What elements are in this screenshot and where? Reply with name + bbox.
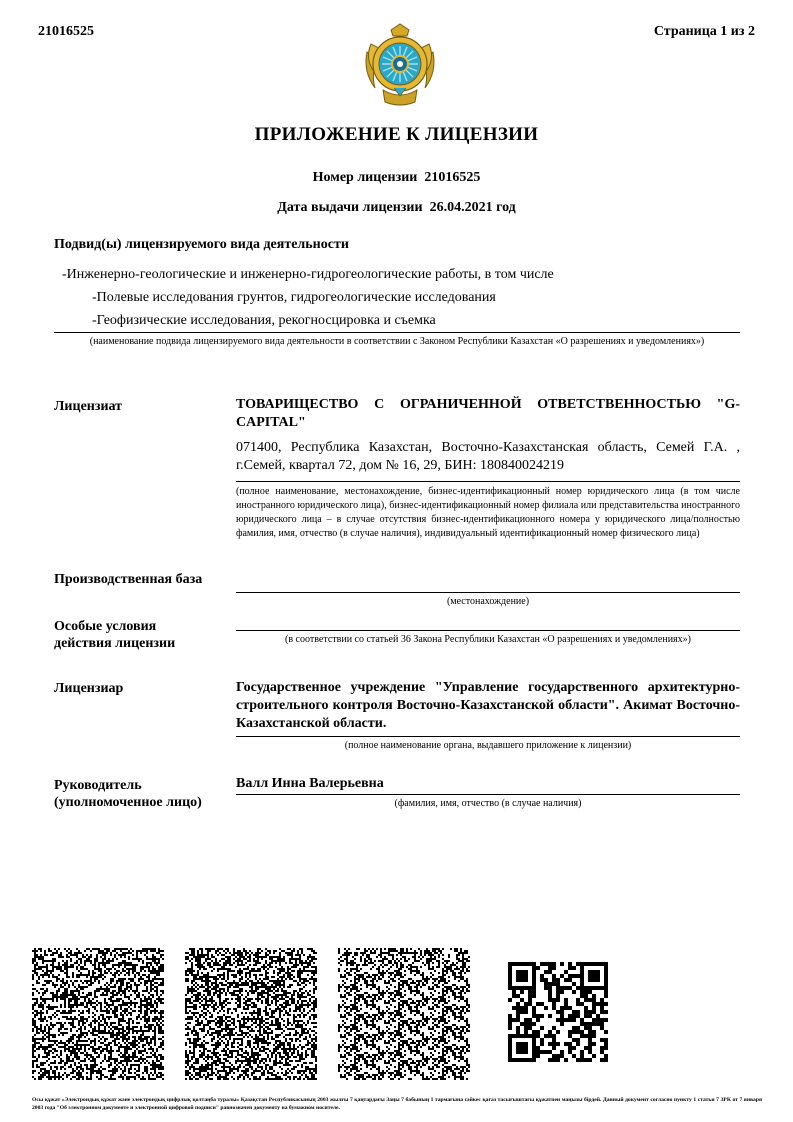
head-note: (фамилия, имя, отчество (в случае наличия)	[394, 798, 582, 809]
license-date	[0, 200, 793, 216]
subtypes-heading: Подвид(ы) лицензируемого вида деятельности	[54, 237, 349, 252]
license-number-value: 21016525	[424, 170, 481, 185]
license-date-value: 26.04.2021 год	[429, 200, 516, 215]
licensee-label: Лицензиат	[54, 399, 123, 414]
production-base-note: (местонахождение)	[446, 596, 530, 607]
licensor-value: Государственное учреждение "Управление государственного архитектурно-строительного контроля Восточно-Казахстанской области". Акимат Восточно-Казахстанской области.	[236, 680, 740, 731]
divider	[236, 630, 740, 631]
licensee-note: (полное наименование, местонахождение, бизнес-идентификационный номер юридического лица (в том числе иностранного юридического лица), бизнес-идентификационный номер филиала или представительства иностранного юридического лица – в случае отсутствия бизнес-идентификационного номера у юридического лица/полностью фамилия, имя, отчество (в случае наличия), индивидуальный идентификационный номер физического лица)	[236, 486, 740, 539]
subtype-item: -Полевые исследования грунтов, гидрогеологические исследования	[92, 290, 496, 305]
divider	[236, 736, 740, 737]
state-emblem-icon	[361, 22, 439, 106]
divider	[236, 794, 740, 795]
licensor-note: (полное наименование органа, выдавшего приложение к лицензии)	[344, 740, 632, 751]
licensee-name: ТОВАРИЩЕСТВО С ОГРАНИЧЕННОЙ ОТВЕТСТВЕННОСТЬЮ "G-CAPITAL"	[236, 397, 740, 430]
divider	[236, 592, 740, 593]
page-indicator: Страница 1 из 2	[653, 24, 755, 39]
licensee-address: 071400, Республика Казахстан, Восточно-Казахстанская область, Семей Г.А. , г.Семей, квартал 72, дом № 16, 29, БИН: 180840024219	[236, 440, 740, 473]
licensor-label: Лицензиар	[54, 681, 124, 696]
subtype-item: -Геофизические исследования, рекогносцировка и съемка	[92, 313, 436, 328]
document-title: ПРИЛОЖЕНИЕ К ЛИЦЕНЗИИ	[254, 124, 539, 145]
datamatrix-code-icon	[32, 948, 164, 1080]
license-number-label: Номер лицензии	[312, 170, 418, 185]
license-date-label: Дата выдачи лицензии	[277, 200, 423, 215]
head-label: Руководитель (уполномоченное лицо)	[54, 778, 202, 810]
head-value: Валл Инна Валерьевна	[236, 776, 384, 791]
datamatrix-code-icon	[185, 948, 317, 1080]
production-base-label: Производственная база	[54, 572, 203, 587]
license-number	[0, 170, 793, 186]
special-conditions-note: (в соответствии со статьей 36 Закона Республики Казахстан «О разрешениях и уведомлениях»)	[285, 634, 691, 645]
qr-code-icon	[508, 962, 608, 1062]
datamatrix-code-icon	[338, 948, 470, 1080]
divider	[236, 481, 740, 482]
special-conditions-label: Особые условия действия лицензии	[54, 619, 176, 651]
subtype-item: -Инженерно-геологические и инженерно-гидрогеологические работы, в том числе	[62, 267, 554, 282]
legal-footer: Осы құжат «Электрондық құжат және электрондық цифрлық қолтаңба туралы» Қазақстан Республикасының 2003 жылғы 7 қаңтардағы Заңы 7 бабының 1 тармағына сәйкес қағаз тасығыштағы құжатпен маңызы бірдей. Данный документ согласно пункту 1 статьи 7 ЗРК от 7 января 2003 года "Об электронном документе и электронной цифровой подписи" равнозначен документу на бумажном носителе.	[32, 1097, 762, 1111]
subtypes-note: (наименование подвида лицензируемого вида деятельности в соответствии с Законом Республики Казахстан «О разрешениях и уведомлениях»)	[89, 336, 705, 347]
document-number: 21016525	[38, 24, 94, 39]
divider	[54, 332, 740, 333]
